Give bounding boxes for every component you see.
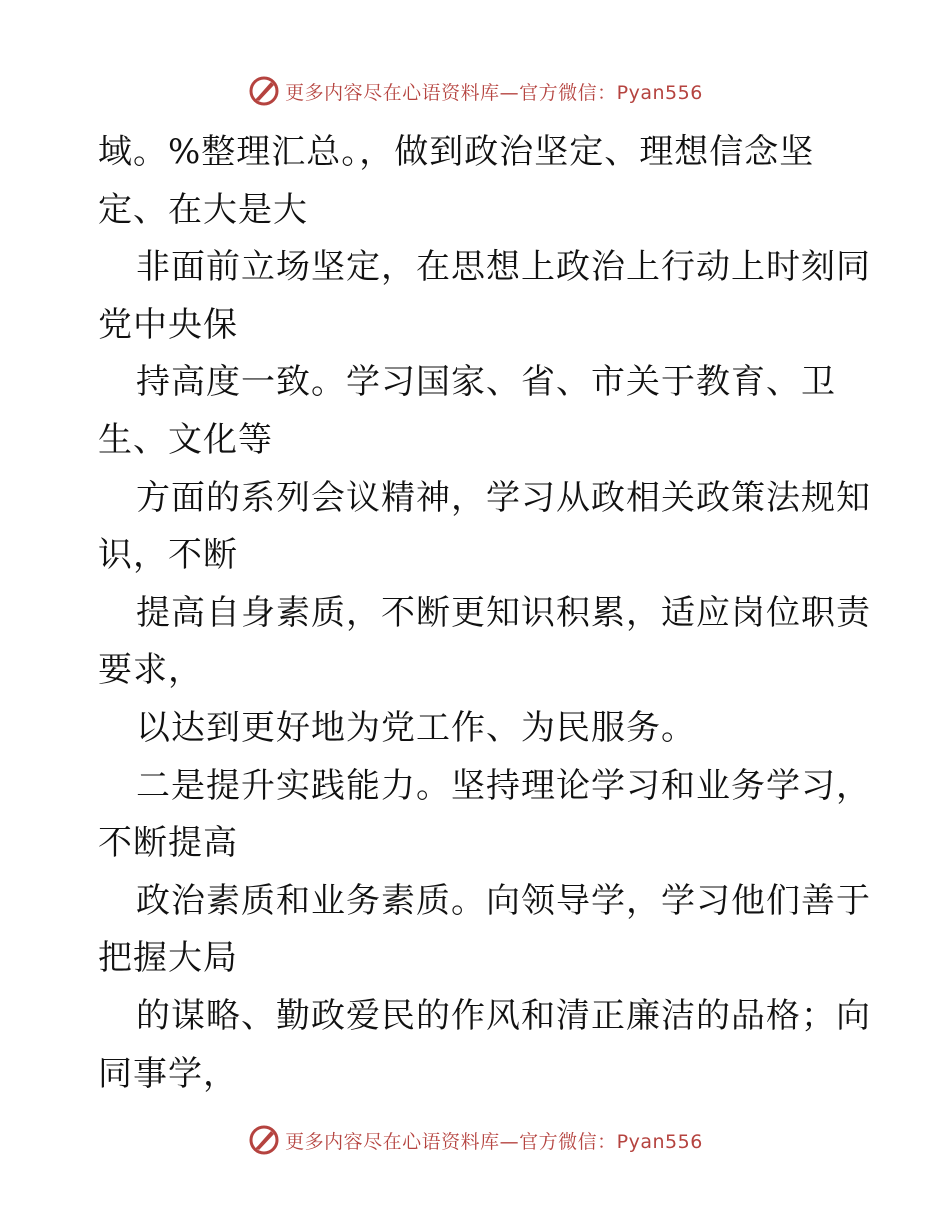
text-line: 域。%整理汇总。，做到政治坚定、理想信念坚 [98,132,815,172]
text-line: 同事学， [98,1053,238,1094]
text-line: 定、在大是大 [98,189,308,230]
text-line: 党中央保 [98,304,238,345]
quill-logo-icon [247,1123,281,1157]
text-line: 把握大局 [98,938,238,979]
text-line: 生、文化等 [98,419,273,460]
text-line: 提高自身素质，不断更知识积累，适应岗位职责 [136,592,871,633]
text-line: 持高度一致。学习国家、省、市关于教育、卫 [136,362,836,403]
text-line: 的谋略、勤政爱民的作风和清正廉洁的品格；向 [136,995,871,1036]
text-line: 要求， [98,650,203,691]
text-line: 以达到更好地为党工作、为民服务。 [136,707,696,748]
text-line: 不断提高 [98,823,238,864]
document-body [98,124,871,1103]
footer-banner-text: 更多内容尽在心语资料库—官方微信：Pyan556 [285,1130,703,1153]
text-line: 二是提升实践能力。坚持理论学习和业务学习， [136,765,871,806]
header-banner-text: 更多内容尽在心语资料库—官方微信：Pyan556 [285,81,703,104]
header-banner [0,73,950,109]
text-line: 识，不断 [98,535,238,576]
text-line: 方面的系列会议精神，学习从政相关政策法规知 [136,477,871,518]
footer-banner [0,1122,950,1158]
text-line: 非面前立场坚定，在思想上政治上行动上时刻同 [136,247,871,288]
text-line: 政治素质和业务素质。向领导学，学习他们善于 [136,880,871,921]
quill-logo-icon [247,74,281,108]
